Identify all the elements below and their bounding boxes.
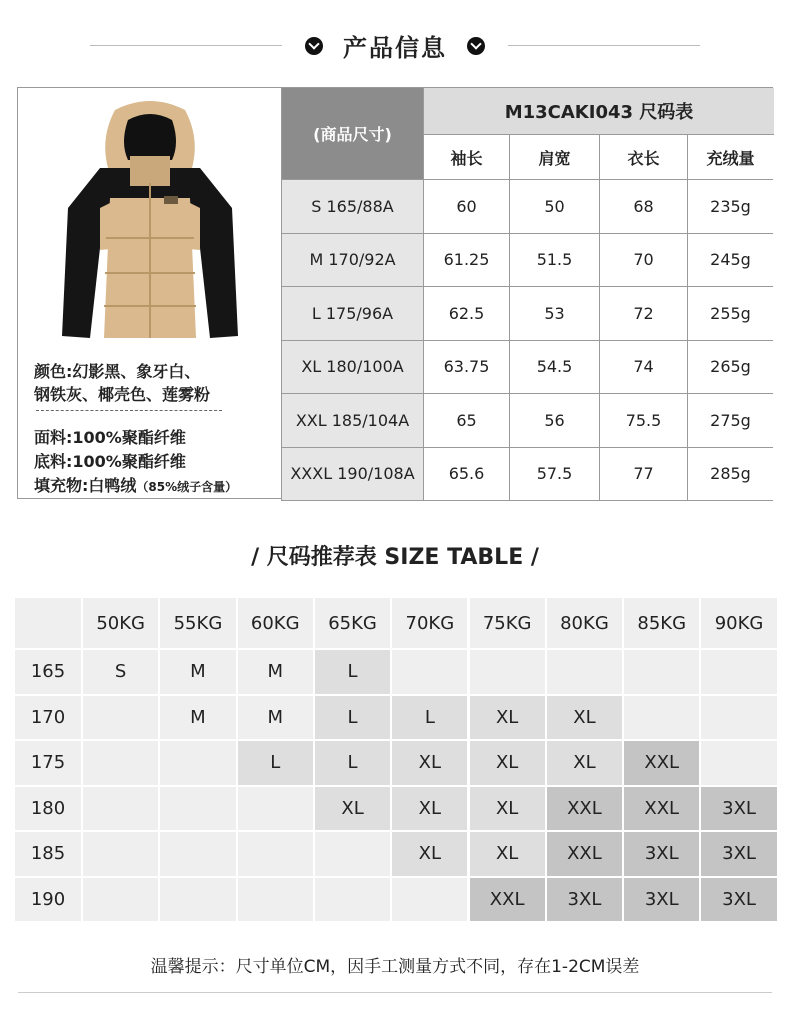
weight-header: 80KG xyxy=(547,598,622,648)
size-value-cell: 70 xyxy=(599,234,687,288)
size-recommend-cell: XL xyxy=(392,787,467,831)
weight-header: 65KG xyxy=(315,598,390,648)
size-recommend-cell: 3XL xyxy=(701,787,776,831)
size-recommend-cell xyxy=(160,741,235,785)
size-recommend-cell: L xyxy=(392,696,467,740)
size-recommend-cell: L xyxy=(315,696,390,740)
size-recommend-cell xyxy=(238,832,313,876)
size-value-cell: 275g xyxy=(687,394,773,448)
weight-header: 50KG xyxy=(83,598,158,648)
size-recommend-cell xyxy=(238,787,313,831)
size-recommend-cell xyxy=(547,650,622,694)
weight-header: 70KG xyxy=(392,598,467,648)
filling-line xyxy=(34,473,237,496)
size-recommend-cell xyxy=(315,832,390,876)
size-recommend-cell: XXL xyxy=(470,878,545,922)
size-recommend-cell: 3XL xyxy=(701,832,776,876)
size-value-cell: 61.25 xyxy=(423,234,509,288)
size-recommend-cell xyxy=(624,650,699,694)
size-recommend-cell: XL xyxy=(470,832,545,876)
size-value-cell: 255g xyxy=(687,287,773,341)
size-recommend-cell xyxy=(83,878,158,922)
size-recommend-cell: XXL xyxy=(547,787,622,831)
footer-divider xyxy=(18,992,772,993)
size-value-cell: 60 xyxy=(423,180,509,234)
size-recommend-cell: M xyxy=(238,696,313,740)
size-recommend-cell: S xyxy=(83,650,158,694)
size-recommend-cell: L xyxy=(238,741,313,785)
size-recommend-cell xyxy=(238,878,313,922)
size-recommend-cell: XL xyxy=(315,787,390,831)
row-header-cell: (商品尺寸) xyxy=(281,88,423,180)
column-header: 充绒量 xyxy=(687,135,773,180)
size-value-cell: 74 xyxy=(599,341,687,395)
size-recommend-cell xyxy=(83,741,158,785)
size-recommend-cell xyxy=(701,650,776,694)
size-recommend-cell: XXL xyxy=(624,787,699,831)
footer-note: 温馨提示：尺寸单位CM，因手工测量方式不同，存在1-2CM误差 xyxy=(150,957,640,977)
product-info-table xyxy=(17,87,773,499)
material-line: 面料:100%聚酯纤维 xyxy=(34,428,186,447)
size-recommend-cell: XL xyxy=(470,696,545,740)
size-recommend-cell: XL xyxy=(547,696,622,740)
size-recommend-cell xyxy=(315,878,390,922)
size-recommend-cell xyxy=(160,787,235,831)
weight-header: 75KG xyxy=(470,598,545,648)
height-label: 190 xyxy=(15,878,81,922)
size-recommend-cell: XL xyxy=(547,741,622,785)
size-value-cell: 65 xyxy=(423,394,509,448)
size-recommend-cell: 3XL xyxy=(624,832,699,876)
size-label-cell: S 165/88A xyxy=(281,180,423,234)
size-recommend-cell: XL xyxy=(470,787,545,831)
weight-header: 55KG xyxy=(160,598,235,648)
size-value-cell: 72 xyxy=(599,287,687,341)
size-label-cell: L 175/96A xyxy=(281,287,423,341)
weight-header: 85KG xyxy=(624,598,699,648)
size-recommend-cell: L xyxy=(315,650,390,694)
column-header: 袖长 xyxy=(423,135,509,180)
size-recommend-cell: XXL xyxy=(624,741,699,785)
height-label: 175 xyxy=(15,741,81,785)
size-value-cell: 265g xyxy=(687,341,773,395)
size-label-cell: XXXL 190/108A xyxy=(281,448,423,502)
size-value-cell: 68 xyxy=(599,180,687,234)
size-value-cell: 50 xyxy=(509,180,599,234)
size-value-cell: 77 xyxy=(599,448,687,502)
size-value-cell: 54.5 xyxy=(509,341,599,395)
size-recommend-cell xyxy=(470,650,545,694)
height-label: 185 xyxy=(15,832,81,876)
column-header: 衣长 xyxy=(599,135,687,180)
height-label: 165 xyxy=(15,650,81,694)
size-recommend-cell xyxy=(624,696,699,740)
size-label-cell: XL 180/100A xyxy=(281,341,423,395)
material-line: 底料:100%聚酯纤维 xyxy=(34,452,186,471)
size-label-cell: M 170/92A xyxy=(281,234,423,288)
size-recommend-cell: 3XL xyxy=(547,878,622,922)
dashed-divider xyxy=(36,410,222,411)
material-line: 颜色:幻影黑、象牙白、 xyxy=(34,362,201,381)
size-recommend-cell xyxy=(160,878,235,922)
size-value-cell: 245g xyxy=(687,234,773,288)
section-header xyxy=(0,28,790,63)
size-chart-title: M13CAKI043 尺码表 xyxy=(423,88,774,135)
height-label: 180 xyxy=(15,787,81,831)
size-recommend-cell: XL xyxy=(392,741,467,785)
chevron-down-icon xyxy=(467,37,485,55)
page-title: 产品信息 xyxy=(343,34,447,62)
size-recommend-cell xyxy=(83,832,158,876)
size-value-cell: 62.5 xyxy=(423,287,509,341)
grid-corner-cell xyxy=(15,598,81,648)
size-recommend-cell: XL xyxy=(392,832,467,876)
size-recommend-cell xyxy=(160,832,235,876)
size-value-cell: 57.5 xyxy=(509,448,599,502)
size-recommend-cell xyxy=(701,696,776,740)
size-value-cell: 53 xyxy=(509,287,599,341)
size-recommend-cell: 3XL xyxy=(624,878,699,922)
size-value-cell: 235g xyxy=(687,180,773,234)
size-value-cell: 75.5 xyxy=(599,394,687,448)
height-label: 170 xyxy=(15,696,81,740)
jacket-image xyxy=(60,98,240,348)
column-header: 肩宽 xyxy=(509,135,599,180)
size-recommend-cell xyxy=(83,787,158,831)
weight-header: 60KG xyxy=(238,598,313,648)
size-recommend-cell xyxy=(701,741,776,785)
size-recommend-cell xyxy=(392,650,467,694)
size-recommend-cell: XXL xyxy=(547,832,622,876)
size-recommend-cell: XL xyxy=(470,741,545,785)
size-recommend-cell: M xyxy=(160,696,235,740)
size-value-cell: 56 xyxy=(509,394,599,448)
weight-header: 90KG xyxy=(701,598,776,648)
size-recommend-cell: L xyxy=(315,741,390,785)
filling-note: （85%绒子含量） xyxy=(136,480,238,494)
material-line: 钢铁灰、椰壳色、莲雾粉 xyxy=(34,385,211,404)
size-recommend-cell: M xyxy=(160,650,235,694)
size-value-cell: 285g xyxy=(687,448,773,502)
product-panel xyxy=(18,88,282,498)
size-recommend-cell: M xyxy=(238,650,313,694)
chevron-down-icon xyxy=(305,37,323,55)
size-recommend-cell: 3XL xyxy=(701,878,776,922)
size-table-title: / 尺码推荐表 SIZE TABLE / xyxy=(251,545,539,570)
size-recommend-cell xyxy=(392,878,467,922)
size-recommend-cell xyxy=(83,696,158,740)
size-value-cell: 63.75 xyxy=(423,341,509,395)
filling-label: 填充物:白鸭绒 xyxy=(34,476,137,495)
size-value-cell: 65.6 xyxy=(423,448,509,502)
size-label-cell: XXL 185/104A xyxy=(281,394,423,448)
size-value-cell: 51.5 xyxy=(509,234,599,288)
